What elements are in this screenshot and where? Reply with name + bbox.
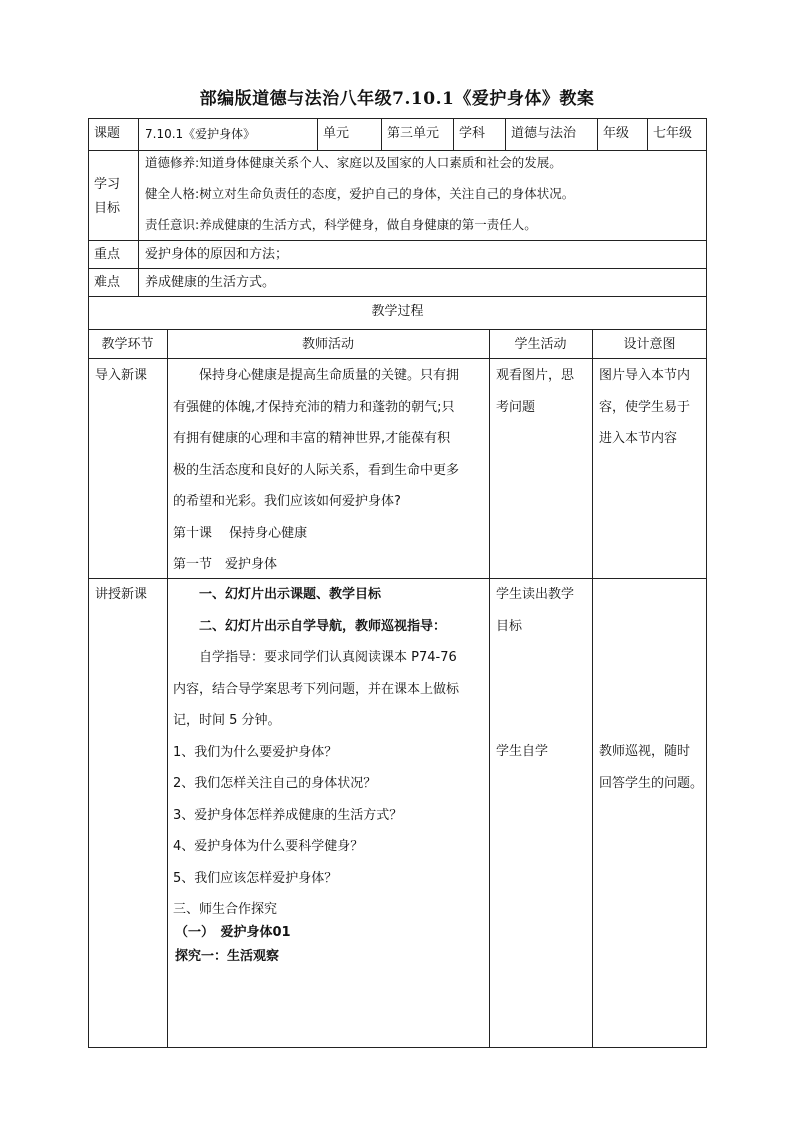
teacher-line: 二、幻灯片出示自学导航，教师巡视指导：: [199, 618, 447, 634]
teacher-line: 1、我们为什么要爱护身体？: [173, 744, 338, 760]
teacher-line: （一） 爱护身体01: [175, 925, 291, 940]
intent-line: 回答学生的问题。: [599, 775, 704, 791]
student-activity-lecture-b: [496, 736, 590, 768]
grade-label: 年级: [603, 126, 630, 141]
intent-line: 容，使学生易于: [599, 399, 691, 415]
lesson-value: 7.10.1《爱护身体》: [145, 127, 256, 141]
unit-label: 单元: [323, 126, 350, 141]
teacher-line: 4、爱护身体为什么要科学健身？: [173, 839, 364, 854]
teacher-activity-intro: [173, 360, 485, 581]
teacher-line: 三、师生合作探究: [173, 902, 278, 917]
teacher-line: 极的生活态度和良好的人际关系，看到生命中更多: [173, 462, 460, 478]
design-intent-intro: [599, 360, 705, 455]
teacher-line: 第一节 爱护身体: [173, 557, 278, 572]
teacher-line: 有强健的体魄,才保持充沛的精力和蓬勃的朝气;只: [173, 399, 455, 415]
teacher-line: 的希望和光彩。我们应该如何爱护身体?: [173, 494, 401, 509]
intent-line: 进入本节内容: [599, 431, 678, 446]
student-activity-intro: [496, 360, 590, 423]
student-line: 学生自学: [496, 744, 549, 759]
teacher-line: 保持身心健康是提高生命质量的关键。只有拥: [199, 368, 460, 383]
student-line: 考问题: [496, 399, 536, 415]
objective-item: 责任意识:养成健康的生活方式，科学健身，做自身健康的第一责任人。: [145, 217, 537, 232]
column-header-student: 学生活动: [514, 337, 567, 352]
student-line: 观看图片，思: [496, 368, 575, 383]
student-line: 学生读出教学: [496, 587, 575, 602]
student-activity-lecture-a: [496, 579, 590, 642]
objectives-label-1: 学习: [94, 177, 121, 192]
column-header-teacher: 教师活动: [301, 337, 354, 352]
intent-line: 教师巡视，随时: [599, 744, 691, 759]
objective-item: 道德修养:知道身体健康关系个人、家庭以及国家的人口素质和社会的发展。: [145, 155, 562, 170]
grade-value: 七年级: [653, 126, 693, 141]
key-point-label: 重点: [94, 247, 121, 262]
student-line: 目标: [496, 618, 523, 634]
subject-value: 道德与法治: [511, 126, 577, 141]
teacher-line: 第十课 保持身心健康: [173, 525, 308, 541]
column-header-intent: 设计意图: [623, 337, 676, 352]
stage-cell: 讲授新课: [95, 587, 148, 602]
column-header-stage: 教学环节: [101, 337, 154, 352]
key-point-value: 爱护身体的原因和方法；: [145, 247, 289, 262]
stage-cell: 导入新课: [95, 368, 148, 383]
difficulty-label: 难点: [94, 275, 121, 290]
teacher-line: 5、我们应该怎样爱护身体？: [173, 870, 338, 886]
teacher-line: 内容，结合导学案思考下列问题，并在课本上做标: [173, 681, 460, 697]
teacher-line: 一、幻灯片出示课题、教学目标: [199, 587, 382, 602]
teacher-activity-lecture: [173, 579, 485, 926]
objectives-label-2: 目标: [94, 201, 121, 216]
subject-label: 学科: [459, 126, 486, 141]
objective-item: 健全人格:树立对生命负责任的态度，爱护自己的身体，关注自己的身体状况。: [145, 186, 575, 201]
teacher-line: 探究一：生活观察: [175, 949, 280, 964]
teacher-line: 记，时间 5 分钟。: [173, 713, 281, 728]
difficulty-value: 养成健康的生活方式。: [145, 275, 276, 290]
unit-value: 第三单元: [387, 126, 440, 141]
teacher-line: 自学指导：要求同学们认真阅读课本 P74-76: [199, 650, 457, 665]
teacher-line: 有拥有健康的心理和丰富的精神世界,才能葆有积: [173, 431, 451, 446]
process-header: 教学过程: [371, 304, 424, 319]
intent-line: 图片导入本节内: [599, 368, 691, 383]
document-title: 部编版道德与法治八年级7.10.1《爱护身体》教案: [199, 89, 595, 109]
lesson-label: 课题: [94, 126, 121, 141]
teacher-line: 3、爱护身体怎样养成健康的生活方式？: [173, 807, 403, 823]
teacher-line: 2、我们怎样关注自己的身体状况？: [173, 776, 377, 791]
design-intent-lecture: [599, 736, 705, 799]
